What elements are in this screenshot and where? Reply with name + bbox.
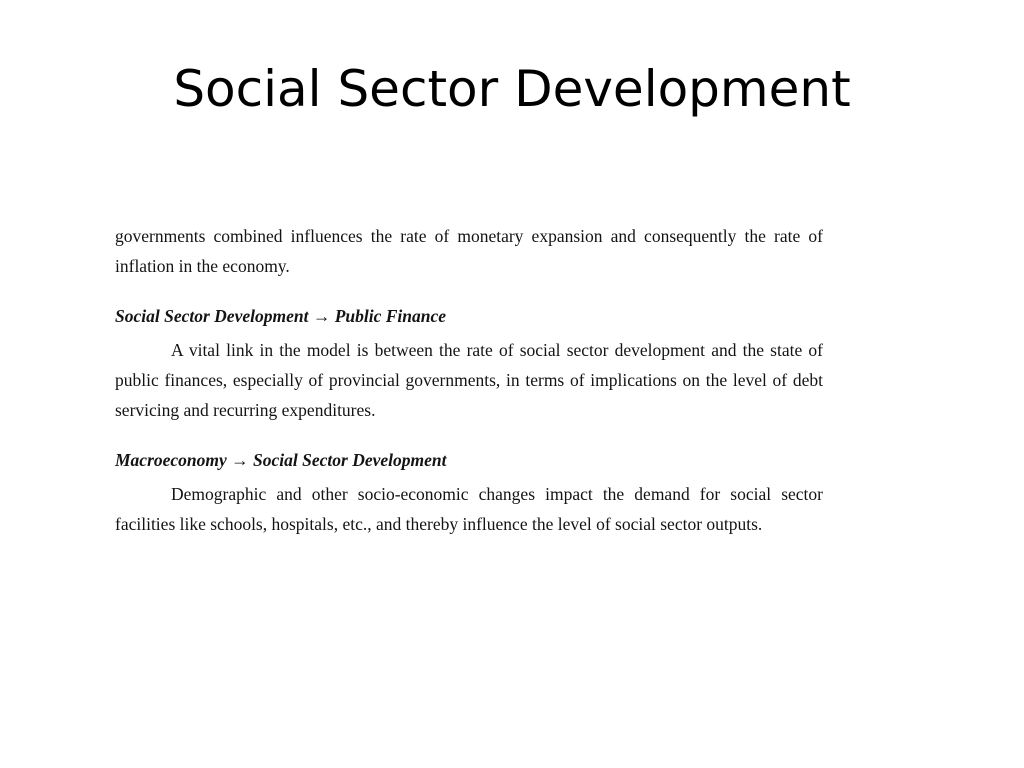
document-excerpt-image	[115, 221, 823, 539]
section-heading-macroeconomy: Macroeconomy → Social Sector Development	[115, 450, 447, 470]
public-finance-paragraph: A vital link in the model is between the rate of social sector development and the state of public finances, especially of provincial governments, in terms of implications on the level of debt servicing and recurring expenditures.	[115, 340, 823, 420]
intro-paragraph: governments combined influences the rate of monetary expansion and consequently the rate of inflation in the economy.	[115, 226, 823, 276]
slide-title: Social Sector Development	[173, 60, 851, 118]
macroeconomy-paragraph: Demographic and other socio-economic changes impact the demand for social sector facilities like schools, hospitals, etc., and thereby influence the level of social sector outputs.	[115, 484, 823, 534]
section-heading-public-finance: Social Sector Development → Public Finance	[115, 306, 447, 326]
